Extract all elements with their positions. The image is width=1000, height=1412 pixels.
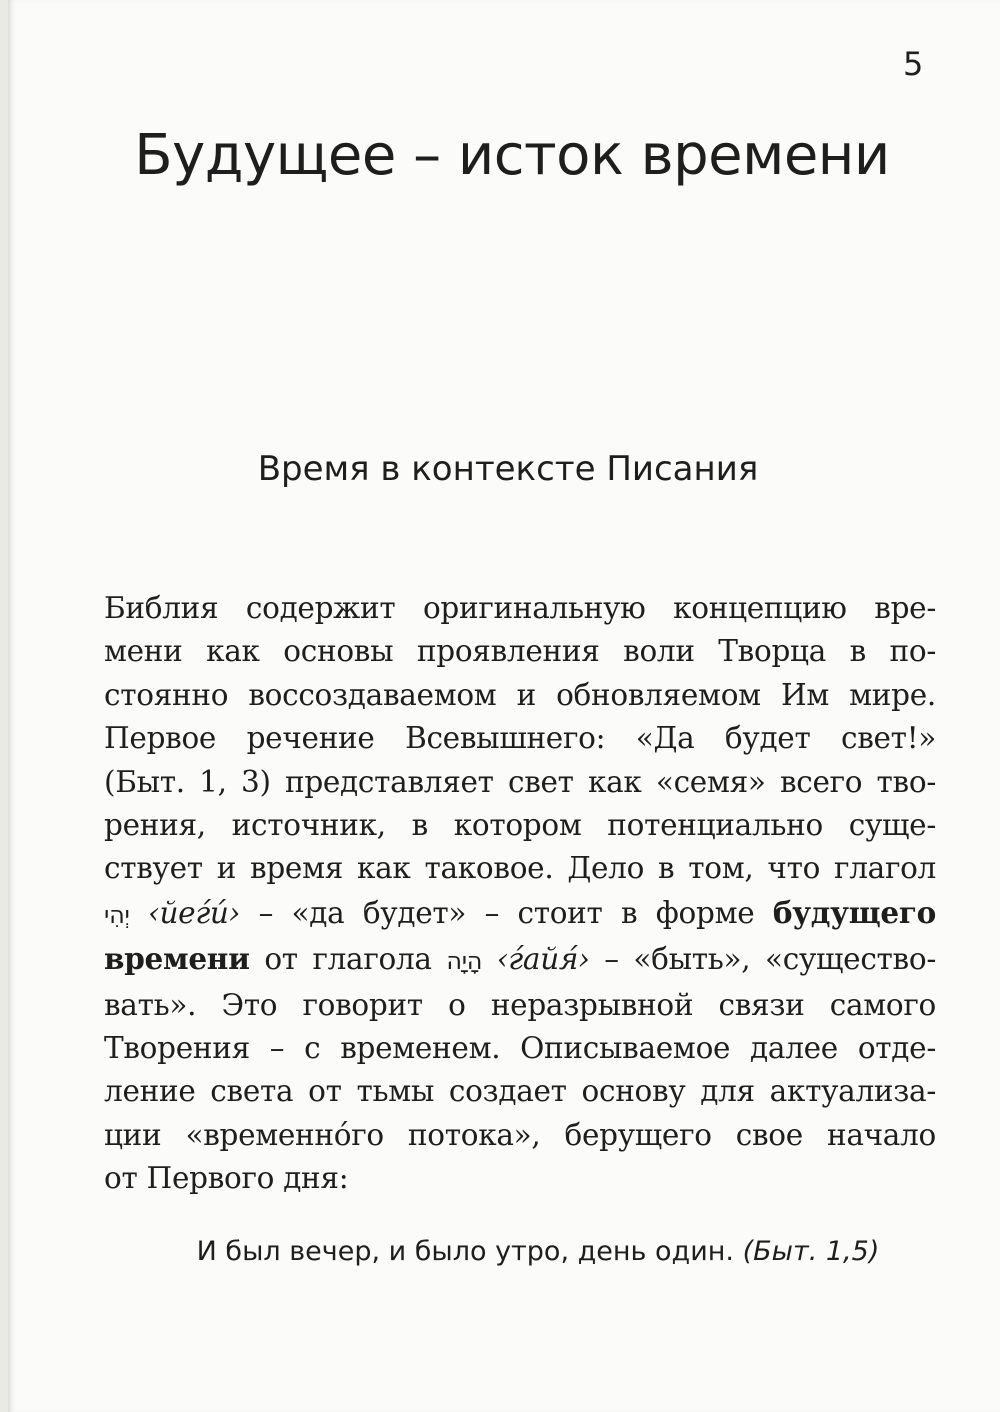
- body-line: [104, 937, 936, 983]
- transliteration: ‹ѓайя́›: [496, 942, 590, 977]
- scripture-quote: [8, 1232, 1000, 1272]
- chapter-title: Будущее – исток времени: [134, 123, 890, 188]
- body-line: Библия содержит оригинальную концепцию вре-: [104, 591, 936, 625]
- transliteration: ‹йеѓú›: [147, 895, 241, 930]
- body-line: рения, источник, в котором потенциально суще-: [104, 808, 936, 843]
- body-fragment: – «да будет» – стоит в форме: [240, 895, 773, 930]
- body-line: мени как основы проявления воли Творца в по-: [104, 634, 936, 669]
- page-number: 5: [903, 45, 924, 83]
- emphasis: времени: [104, 941, 250, 977]
- hebrew-word: הָיָה: [446, 947, 483, 976]
- body-line: ции «временно́го потока», берущего свое начало: [104, 1117, 936, 1152]
- body-line: Первое речение Всевышнего: «Да будет свет!»: [104, 721, 936, 756]
- body-fragment: от глагола: [249, 942, 447, 977]
- body-line: от Первого дня:: [104, 1161, 349, 1196]
- body-line: ствует и время как таковое. Дело в том, что глагол: [104, 851, 936, 886]
- body-line: Творения – с временем. Описываемое далее отде-: [104, 1031, 936, 1066]
- quote-text: И был вечер, и было утро, день один.: [196, 1236, 735, 1267]
- body-line: [104, 891, 936, 937]
- body-line: (Быт. 1, 3) представляет свет как «семя» всего тво-: [104, 764, 936, 799]
- body-fragment: – «быть», «существо-: [589, 942, 936, 977]
- body-line: вать». Это говорит о неразрывной связи самого: [104, 987, 936, 1022]
- emphasis: будущего: [772, 894, 936, 930]
- body-paragraph: [104, 587, 936, 1201]
- body-line: стоянно воссоздаваемом и обновляемом Им мире.: [104, 677, 936, 712]
- book-page: [8, 0, 1000, 1412]
- section-title: Время в контексте Писания: [257, 449, 759, 489]
- quote-reference: (Быт. 1,5): [742, 1236, 880, 1267]
- body-line: ление света от тьмы создает основу для актуализа-: [104, 1074, 936, 1109]
- hebrew-word: יְהִי: [104, 900, 130, 929]
